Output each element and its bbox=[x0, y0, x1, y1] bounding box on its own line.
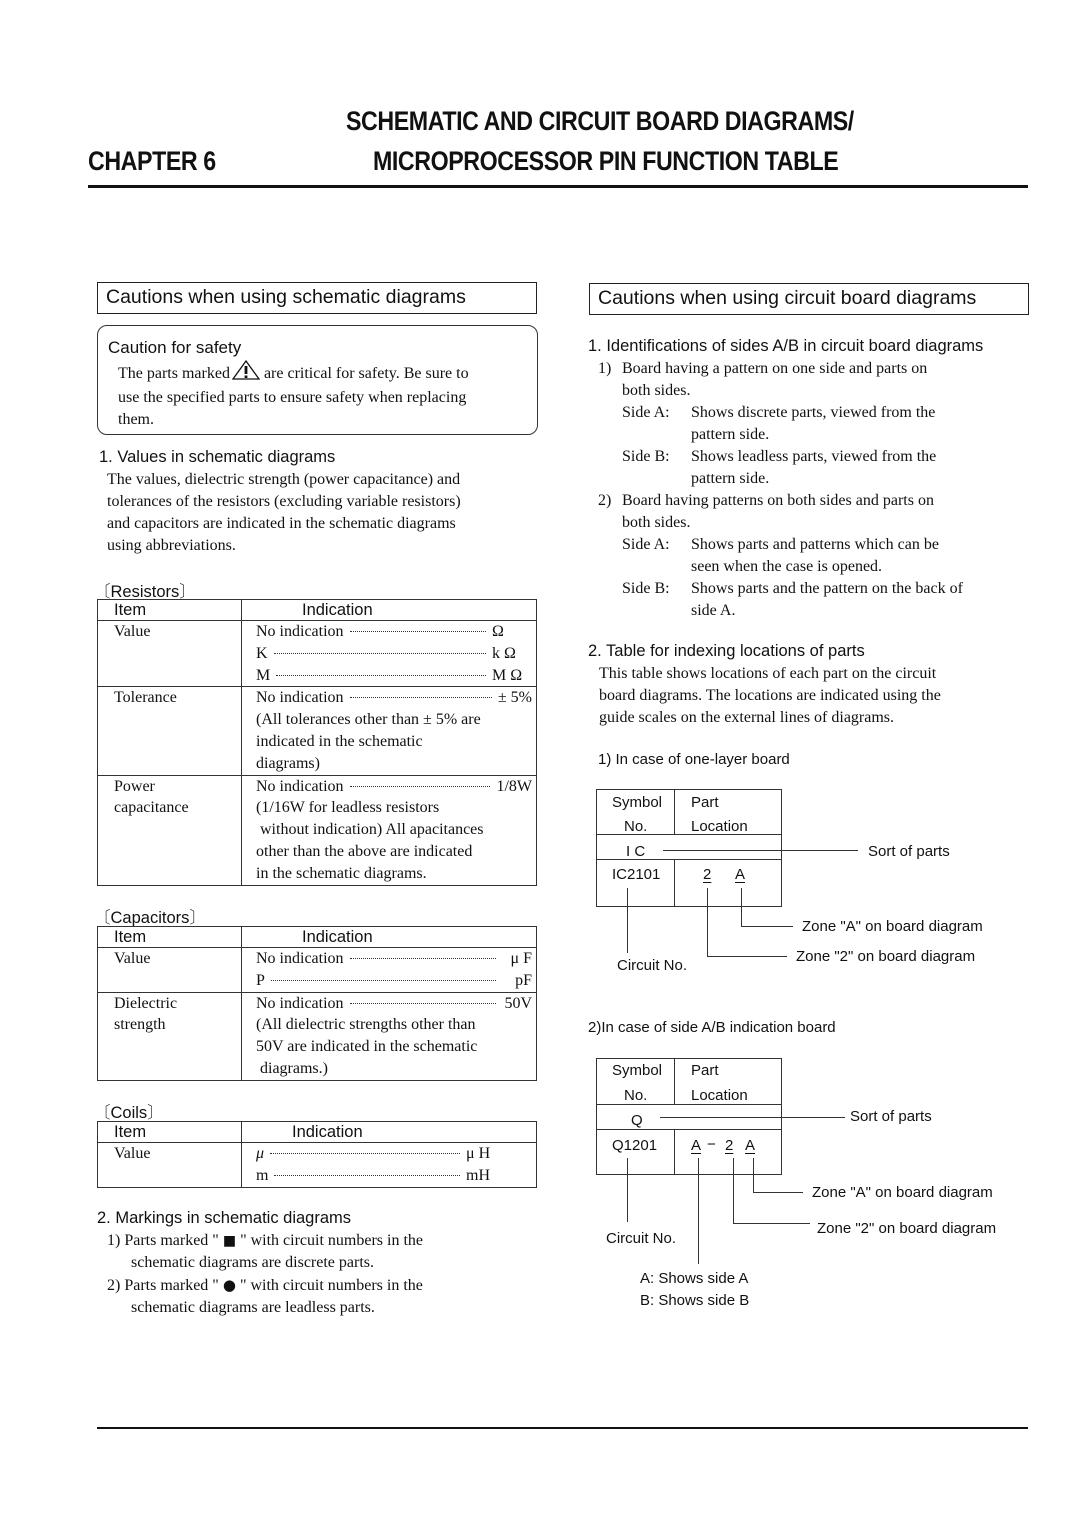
page-title-line2: MICROPROCESSOR PIN FUNCTION TABLE bbox=[373, 146, 839, 176]
sort-of-parts-label: Sort of parts bbox=[868, 843, 950, 860]
indication-cell: μ μ H m mH bbox=[242, 1143, 537, 1188]
diagram2-caption: 2)In case of side A/B indication board bbox=[588, 1019, 836, 1036]
coils-label: 〔Coils〕 bbox=[94, 1104, 164, 1122]
col-header-indication: Indication bbox=[242, 1122, 537, 1143]
col-header-item: Item bbox=[98, 927, 242, 948]
circuit-board-section-title: Cautions when using circuit board diagrams bbox=[589, 283, 1029, 315]
ident-heading: 1. Identifications of sides A/B in circuit board diagrams bbox=[588, 337, 984, 355]
coils-table bbox=[97, 1121, 537, 1188]
table-row bbox=[98, 621, 537, 687]
table-row bbox=[98, 992, 537, 1080]
item-cell: Value bbox=[98, 948, 242, 993]
filled-circle-icon: ● bbox=[222, 1276, 236, 1294]
side-legend-a: A: Shows side A bbox=[640, 1270, 749, 1287]
marking-item: 1) Parts marked " ■ " with circuit numbers in the bbox=[107, 1232, 424, 1249]
circuit-no-label: Circuit No. bbox=[606, 1230, 677, 1247]
table-row bbox=[98, 1143, 537, 1188]
zone-2-label: Zone "2" on board diagram bbox=[817, 1220, 997, 1237]
item-cell: Power capacitance bbox=[98, 775, 242, 885]
resistors-table bbox=[97, 599, 537, 886]
marking-item: 2) Parts marked " ● " with circuit numbers in the bbox=[107, 1276, 423, 1294]
caution-text: The parts marked are critical for safety. Be sure to use the specified parts to ensure safety when replacing them. bbox=[118, 360, 469, 431]
index-heading: 2. Table for indexing locations of parts bbox=[588, 642, 865, 660]
warning-triangle-icon bbox=[232, 360, 260, 387]
item-cell: Dielectric strength bbox=[98, 992, 242, 1080]
item-cell: Value bbox=[98, 1143, 242, 1188]
header-rule bbox=[88, 185, 1028, 188]
zone-2-label: Zone "2" on board diagram bbox=[796, 948, 976, 965]
sort-of-parts-label: Sort of parts bbox=[850, 1108, 932, 1125]
table-row bbox=[98, 948, 537, 993]
side-legend-b: B: Shows side B bbox=[640, 1292, 750, 1309]
markings-list: 1) Parts marked " ■ " with circuit numbers in the schematic diagrams are discrete parts. 2) Parts marked " ● " with circuit numbers in the schematic diagrams are leadless parts. bbox=[107, 1232, 424, 1316]
zone-a-label: Zone "A" on board diagram bbox=[812, 1184, 993, 1201]
col-header-indication: Indication bbox=[242, 927, 537, 948]
item-cell: Value bbox=[98, 621, 242, 687]
circuit-no-label: Circuit No. bbox=[617, 957, 688, 974]
item-cell: Tolerance bbox=[98, 687, 242, 775]
caution-box bbox=[97, 325, 538, 435]
indication-cell: No indication ± 5% (All tolerances other than ± 5% are indicated in the schematic diagrams) bbox=[242, 687, 537, 775]
col-header-item: Item bbox=[98, 1122, 242, 1143]
table-row bbox=[98, 775, 537, 885]
diagram1-caption: 1) In case of one-layer board bbox=[598, 751, 790, 768]
col-header-item: Item bbox=[98, 600, 242, 621]
filled-square-icon: ■ bbox=[222, 1233, 237, 1249]
capacitors-table bbox=[97, 926, 537, 1081]
markings-heading: 2. Markings in schematic diagrams bbox=[97, 1209, 352, 1227]
zone-a-label: Zone "A" on board diagram bbox=[802, 918, 983, 935]
index-text: This table shows locations of each part on the circuit board diagrams. The locations are indicated using the guide scales on the external lines of diagrams. bbox=[599, 665, 941, 726]
values-text: The values, dielectric strength (power capacitance) and tolerances of the resistors (excluding variable resistors) and capacitors are indicated in the schematic diagrams using abbreviations. bbox=[107, 471, 461, 554]
table-row bbox=[98, 687, 537, 775]
capacitors-label: 〔Capacitors〕 bbox=[94, 909, 206, 927]
schematic-section-title: Cautions when using schematic diagrams bbox=[97, 282, 537, 314]
col-header-indication: Indication bbox=[242, 600, 537, 621]
values-heading: 1. Values in schematic diagrams bbox=[99, 448, 336, 466]
indication-cell: No indication Ω K k Ω M M Ω bbox=[242, 621, 537, 687]
indication-cell: No indication 1/8W (1/16W for leadless resistors without indication) All apacitances other than the above are indicated in the schematic diagrams. bbox=[242, 775, 537, 885]
footer-rule bbox=[97, 1427, 1028, 1429]
chapter-label: CHAPTER 6 bbox=[88, 146, 216, 176]
page-title-line1: SCHEMATIC AND CIRCUIT BOARD DIAGRAMS/ bbox=[346, 106, 854, 136]
indication-cell: No indication μ F P pF bbox=[242, 948, 537, 993]
resistors-label: 〔Resistors〕 bbox=[94, 583, 196, 601]
indication-cell: No indication 50V (All dielectric strengths other than 50V are indicated in the schematic diagrams.) bbox=[242, 992, 537, 1080]
caution-title: Caution for safety bbox=[108, 338, 242, 357]
